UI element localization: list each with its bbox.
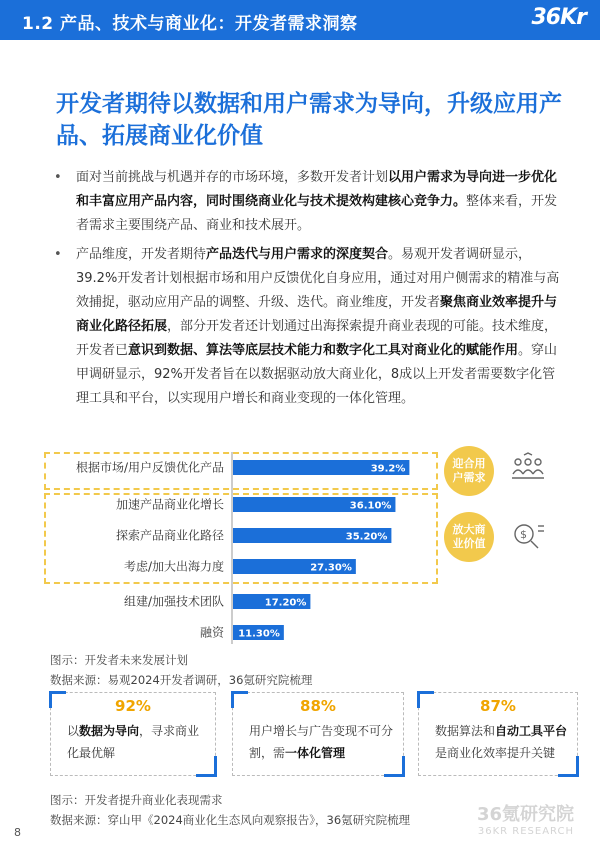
card-corner [196,756,217,777]
category-label: 探索产品商业化路径 [115,528,224,543]
value-label: 36.10% [349,500,392,512]
bullet-list [60,166,560,416]
badge-user-needs [444,446,494,496]
stat-card [50,692,216,776]
cards-caption: 图示：开发者提升商业化表现需求 [50,793,223,807]
people-icon [510,452,546,482]
value-label: 11.30% [238,628,280,640]
category-label: 加速产品商业化增长 [115,497,224,512]
watermark [477,800,574,837]
dollar-search-icon [510,520,546,550]
badge-business-value-label: 放大商业价值 [452,523,486,550]
chart-caption: 图示：开发者未来发展计划 [50,653,188,667]
card-corner [558,756,579,777]
bullet-item: • 面对当前挑战与机遇并存的市场环境，多数开发者计划以用户需求为导向进一步优化和丰富应用产品内容，同时围绕商业化与技术提效构建核心竞争力。整体来看，开发者需求主要围绕产品、商业和技术展开。 [60,166,560,238]
group-box-business-value [44,493,438,584]
value-label: 35.20% [345,531,388,543]
badge-business-value [444,512,494,562]
value-label: 17.20% [264,597,307,609]
stat-card [418,692,578,776]
stat-text: 数据算法和自动工具平台是商业化效率提升关键 [435,724,568,760]
page-header [0,0,600,40]
page-number: 8 [14,826,21,839]
headline: 开发者期待以数据和用户需求为导向，升级应用产品、拓展商业化价值 [56,91,562,149]
category-label: 组建/加强技术团队 [123,594,224,609]
value-label: 39.2% [370,463,406,475]
category-label: 融资 [199,625,224,640]
stat-text: 用户增长与广告变现不可分割，需一体化管理 [249,724,394,760]
category-label: 根据市场/用户反馈优化产品 [75,460,224,475]
stat-percent: 87% [480,697,516,715]
section-title: 1.2 产品、技术与商业化：开发者需求洞察 [22,14,358,34]
svg-text:$: $ [520,528,527,541]
cards-source: 数据来源：穿山甲《2024商业化生态风向观察报告》，36氪研究院梳理 [50,813,411,827]
stat-text: 以数据为导向，寻求商业化最优解 [67,724,200,760]
stat-percent: 92% [115,697,151,715]
brand-logo: 36Kr [531,5,586,30]
value-label: 27.30% [310,562,352,574]
bullet-item: • 产品维度，开发者期待产品迭代与用户需求的深度契合。易观开发者调研显示，39.2%开发者计划根据市场和用户反馈优化自身应用，通过对用户侧需求的精准与高效捕捉，驱动应用产品的调整、升级、迭代。商业维度，开发者聚焦商业效率提升与商业化路径拓展，部分开发者还计划通过出海探索提升商业表现的可能。技术维度，开发者已意识到数据、算法等底层技术能力和数字化工具对商业化的赋能作用。穿山甲调研显示，92%开发者旨在以数据驱动放大商业化，8成以上开发者需要数字化管理工具和平台，以实现用户增长和商业变现的一体化管理。 [60,243,560,411]
watermark-en: 36KR RESEARCH [477,826,574,837]
category-label: 考虑/加大出海力度 [123,559,224,574]
badge-user-needs-label: 迎合用户需求 [452,457,486,484]
stat-card [232,692,404,776]
stat-percent: 88% [300,697,336,715]
watermark-cn: 36氪研究院 [476,804,574,825]
card-corner [384,756,405,777]
chart-source: 数据来源：易观2024开发者调研，36氪研究院梳理 [50,673,313,687]
group-box-user-needs [44,452,438,490]
